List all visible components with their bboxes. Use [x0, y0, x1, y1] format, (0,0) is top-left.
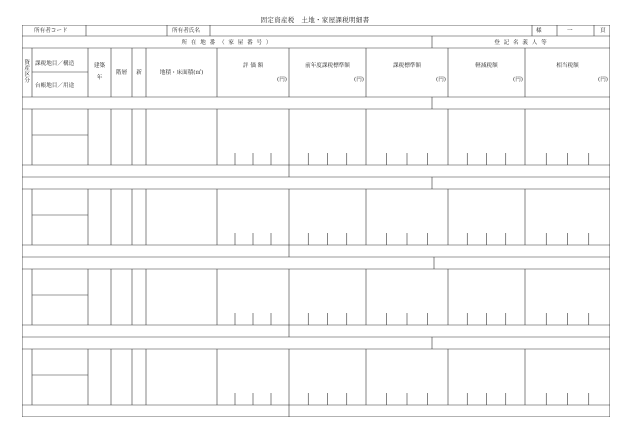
owner-code-label: 所有者コード	[34, 28, 68, 34]
built-label: 建築	[93, 63, 106, 69]
reduced-tax-header: 軽減税額	[475, 63, 498, 69]
tax-base-unit: (円)	[436, 77, 446, 83]
owner-name-label: 所有者氏名	[172, 28, 200, 34]
document-title: 固定資産税 土地・家屋課税明細書	[260, 16, 370, 24]
tax-land-structure-label: 課税地目／構造	[35, 61, 75, 67]
assessed-value-header: 評 価 額	[242, 63, 264, 69]
area-label: 地積・床面積(㎡)	[159, 70, 204, 76]
location-header: 所 在 地 番 （ 家 屋 番 号 ）	[181, 40, 273, 46]
asset-class-label: 資産区分	[23, 59, 30, 84]
floors-label: 階層	[115, 70, 128, 76]
year-label: 年	[96, 75, 103, 81]
equivalent-tax-header: 相当税額	[556, 63, 579, 69]
reduced-tax-unit: (円)	[513, 77, 523, 83]
honorific-label: 様	[536, 28, 542, 34]
assessed-value-unit: (円)	[277, 77, 287, 83]
prev-tax-base-unit: (円)	[354, 77, 364, 83]
ledger-land-use-label: 台帳地目／用途	[35, 83, 75, 89]
tax-base-header: 課税標準額	[393, 63, 421, 69]
new-label: 新	[136, 70, 142, 76]
equivalent-tax-unit: (円)	[598, 77, 608, 83]
tax-detail-form	[22, 25, 610, 417]
form-grid-lines	[22, 25, 610, 417]
prev-tax-base-header: 前年度課税標準額	[305, 63, 350, 69]
registrant-header: 登 記 名 義 人 等	[494, 40, 548, 46]
page-separator: 一	[567, 28, 573, 34]
page-unit-label: 頁	[600, 28, 606, 34]
